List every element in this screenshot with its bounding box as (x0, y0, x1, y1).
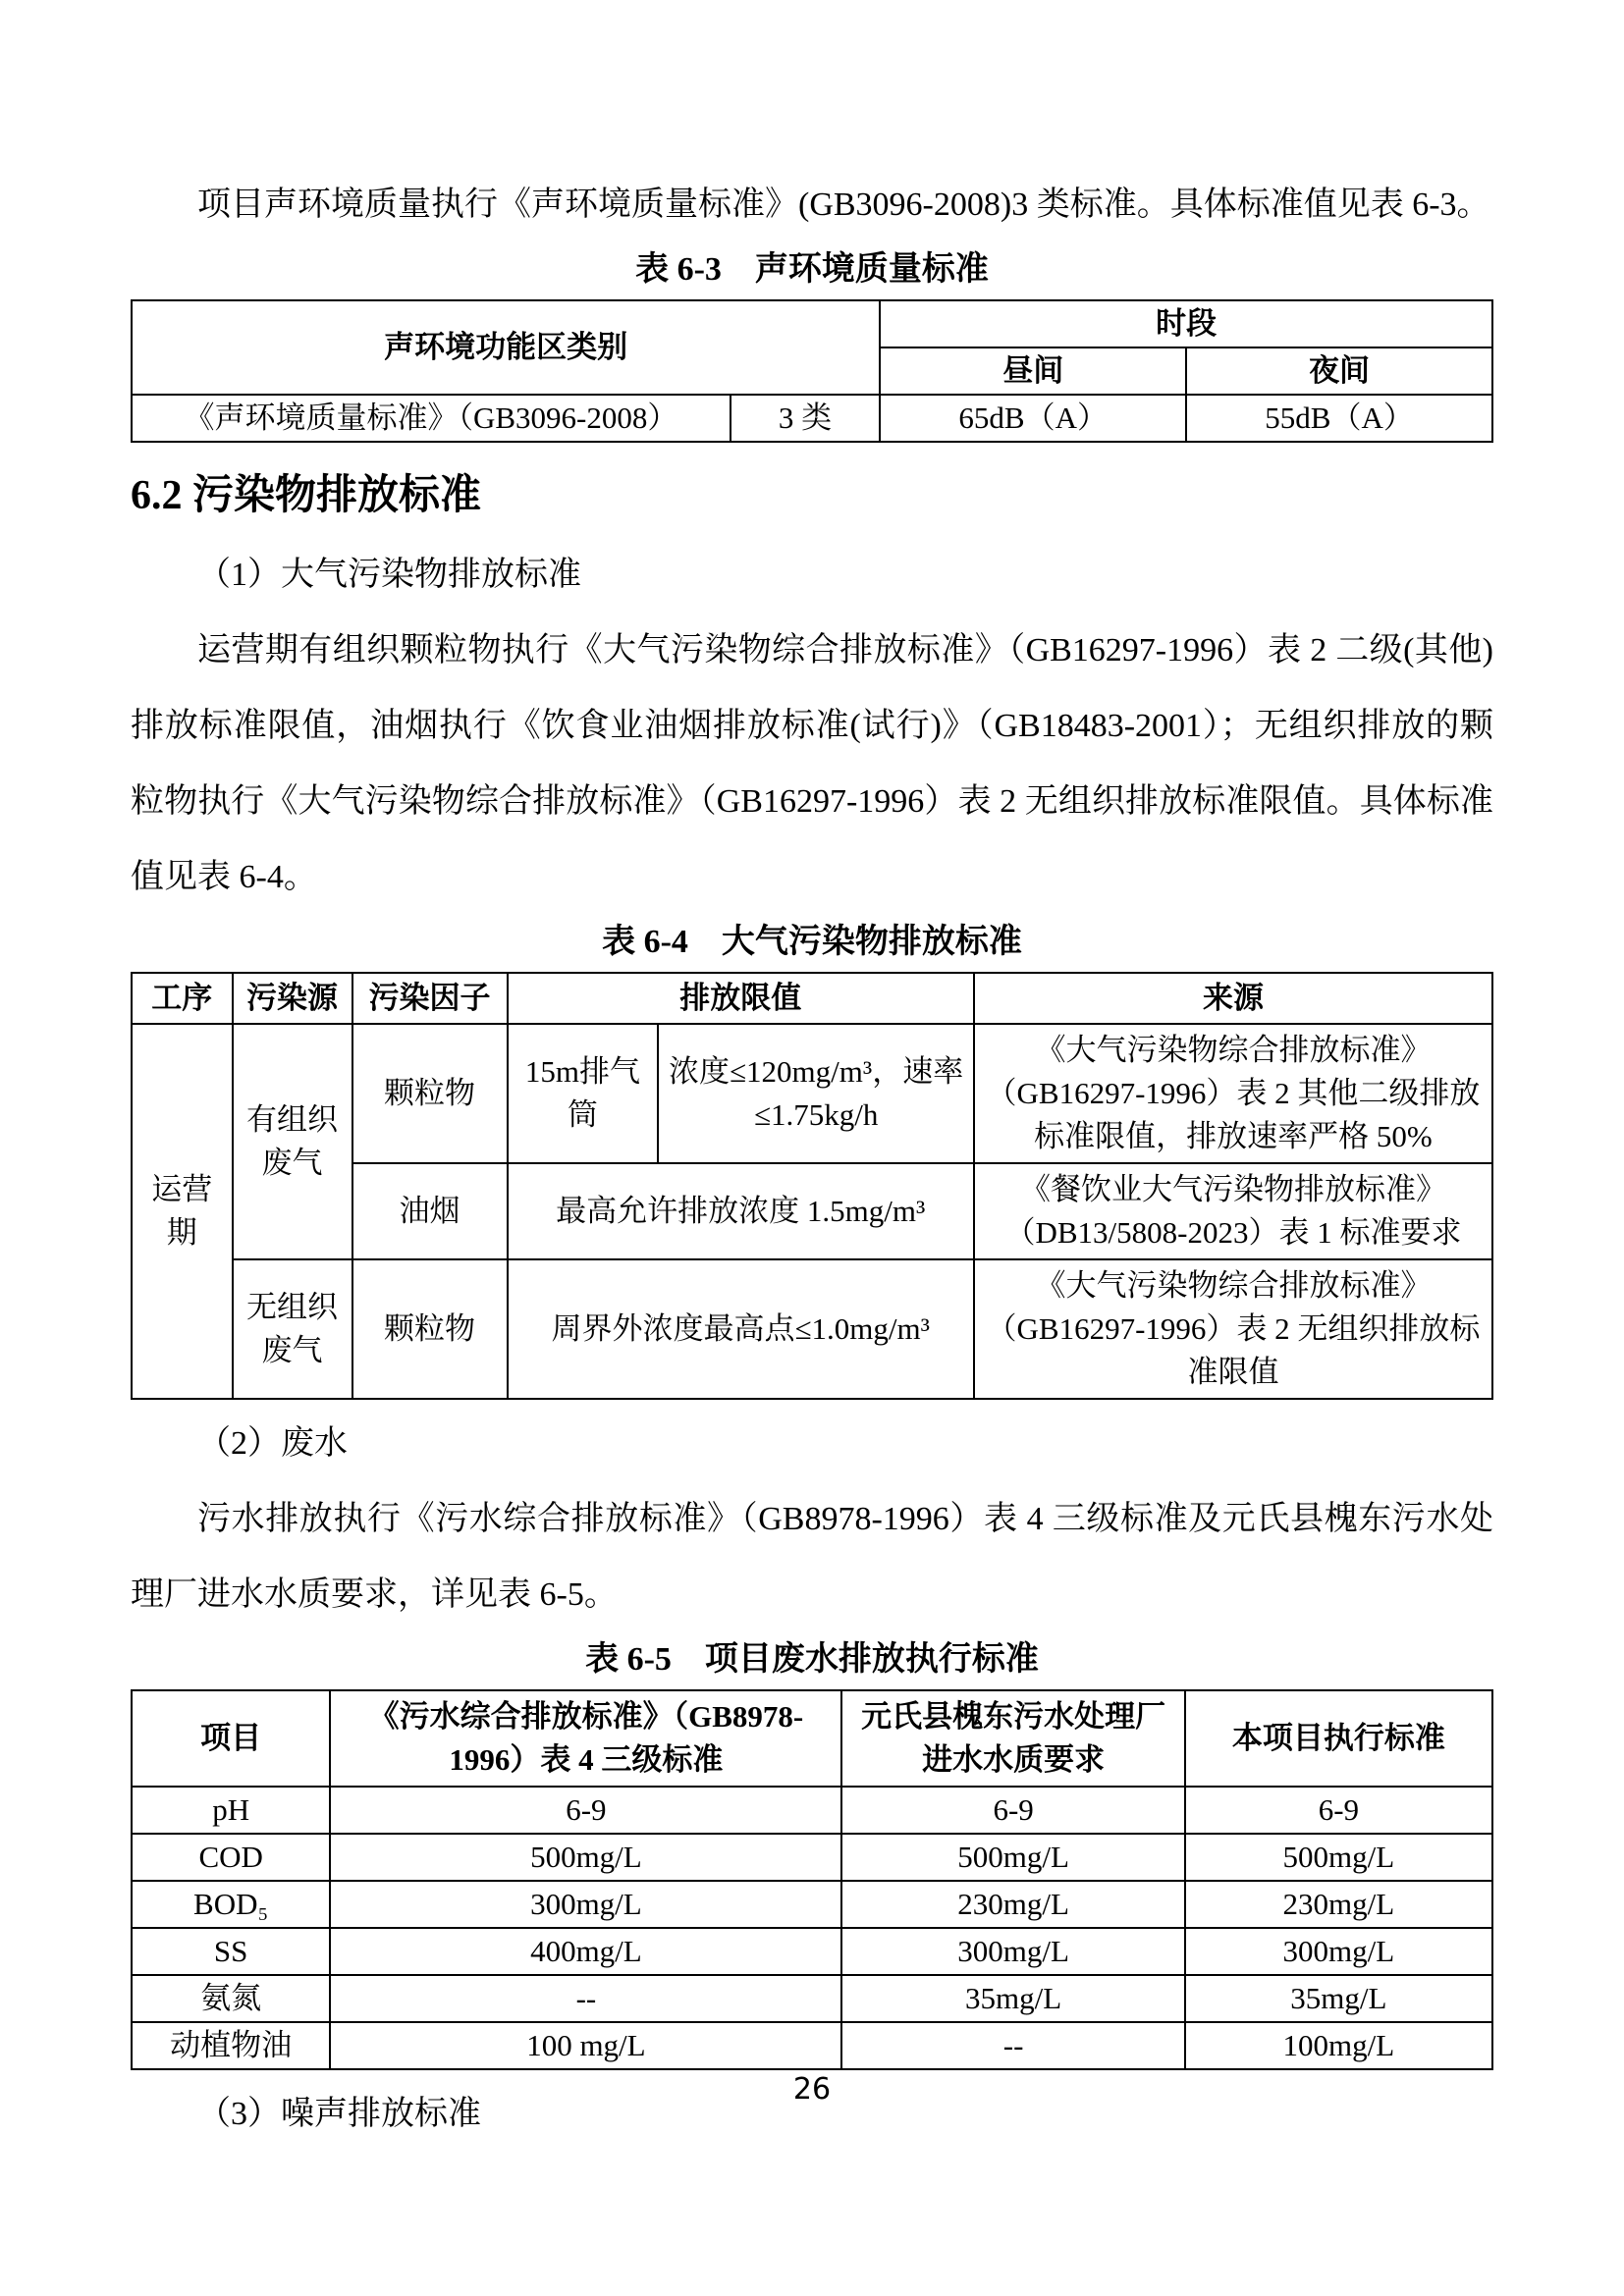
table-6-3-caption: 表 6-3 声环境质量标准 (635, 251, 989, 288)
t65-cell: 动植物油 (132, 2022, 330, 2069)
t65-row-oil (132, 2022, 1492, 2069)
t63-header-category: 声环境功能区类别 (132, 300, 880, 395)
page-number: 26 (792, 2072, 832, 2107)
t64-row-3 (132, 1259, 1492, 1399)
t65-cell: 500mg/L (1185, 1834, 1492, 1881)
t64-cell-factor-2: 油烟 (352, 1163, 508, 1259)
item-noise-standard: （3）噪声排放标准 (197, 2096, 481, 2133)
t65-cell: 500mg/L (330, 1834, 841, 1881)
t65-header-item: 项目 (132, 1690, 330, 1787)
t63-data-row (132, 395, 1492, 442)
t65-cell: 100mg/L (1185, 2022, 1492, 2069)
paragraph-noise-quality: 项目声环境质量执行《声环境质量标准》(GB3096-2008)3 类标准。具体标准值见表 6-3。 (197, 187, 1490, 223)
t64-cell-phase: 运营期 (132, 1024, 233, 1399)
t65-cell: pH (132, 1787, 330, 1834)
t64-cell-origin-3: 《大气污染物综合排放标准》（GB16297-1996）表 2 无组织排放标准限值 (974, 1259, 1492, 1399)
t65-cell: 300mg/L (841, 1928, 1184, 1975)
t65-cell: 35mg/L (1185, 1975, 1492, 2022)
t64-header-row (132, 973, 1492, 1024)
t65-cell: COD (132, 1834, 330, 1881)
t63-cell-standard: 《声环境质量标准》（GB3096-2008） (132, 395, 731, 442)
t65-row-cod (132, 1834, 1492, 1881)
t65-cell: 35mg/L (841, 1975, 1184, 2022)
t64-row-1 (132, 1024, 1492, 1163)
t65-row-ss (132, 1928, 1492, 1975)
t65-cell: 氨氮 (132, 1975, 330, 2022)
t65-cell: 6-9 (1185, 1787, 1492, 1834)
t63-header-row-1 (132, 300, 1492, 347)
t65-header-row (132, 1690, 1492, 1787)
t64-header-origin: 来源 (974, 973, 1492, 1024)
t65-cell: 230mg/L (1185, 1881, 1492, 1928)
t65-cell: 100 mg/L (330, 2022, 841, 2069)
t65-cell: 6-9 (330, 1787, 841, 1834)
t64-cell-factor-1: 颗粒物 (352, 1024, 508, 1163)
t63-header-night: 夜间 (1186, 347, 1492, 395)
t65-header-wwtp: 元氏县槐东污水处理厂进水水质要求 (841, 1690, 1184, 1787)
t65-cell: 300mg/L (330, 1881, 841, 1928)
t65-cell: BOD₅ (132, 1881, 330, 1928)
t64-header-source: 污染源 (233, 973, 352, 1024)
t65-cell: -- (330, 1975, 841, 2022)
t63-header-day: 昼间 (880, 347, 1186, 395)
table-6-3 (131, 299, 1493, 443)
t64-cell-limit-1: 浓度≤120mg/m³，速率≤1.75kg/h (658, 1024, 974, 1163)
t63-header-period: 时段 (880, 300, 1492, 347)
paragraph-wastewater: 污水排放执行《污水综合排放标准》（GB8978-1996）表 4 三级标准及元氏县槐东污水处理厂进水水质要求，详见表 6-5。 (131, 1501, 1493, 1614)
item-wastewater: （2）废水 (197, 1425, 348, 1463)
t63-cell-class: 3 类 (731, 395, 880, 442)
t65-row-ph (132, 1787, 1492, 1834)
t65-header-project: 本项目执行标准 (1185, 1690, 1492, 1787)
t65-row-nh3n (132, 1975, 1492, 2022)
t65-cell: 230mg/L (841, 1881, 1184, 1928)
t65-cell: 400mg/L (330, 1928, 841, 1975)
table-6-4 (131, 972, 1493, 1400)
t65-cell: SS (132, 1928, 330, 1975)
item-air-standard: （1）大气污染物排放标准 (197, 557, 581, 594)
t64-cell-factor-3: 颗粒物 (352, 1259, 508, 1399)
t64-cell-stack: 15m排气筒 (508, 1024, 659, 1163)
t64-cell-origin-2: 《餐饮业大气污染物排放标准》（DB13/5808-2023）表 1 标准要求 (974, 1163, 1492, 1259)
t63-cell-night: 55dB（A） (1186, 395, 1492, 442)
t64-header-process: 工序 (132, 973, 233, 1024)
t64-cell-limit-2: 最高允许排放浓度 1.5mg/m³ (508, 1163, 974, 1259)
t65-header-gb8978: 《污水综合排放标准》（GB8978-1996）表 4 三级标准 (330, 1690, 841, 1787)
t65-cell: 6-9 (841, 1787, 1184, 1834)
t65-cell: -- (841, 2022, 1184, 2069)
t64-cell-organized: 有组织废气 (233, 1024, 352, 1259)
t63-cell-day: 65dB（A） (880, 395, 1186, 442)
table-6-5-caption: 表 6-5 项目废水排放执行标准 (585, 1641, 1039, 1679)
t64-cell-origin-1: 《大气污染物综合排放标准》（GB16297-1996）表 2 其他二级排放标准限值，排放速率严格 50% (974, 1024, 1492, 1163)
t65-cell: 300mg/L (1185, 1928, 1492, 1975)
paragraph-air-standards: 运营期有组织颗粒物执行《大气污染物综合排放标准》（GB16297-1996）表 2 二级(其他)排放标准限值，油烟执行《饮食业油烟排放标准(试行)》（GB18483-2001）；无组织排放的颗粒物执行《大气污染物综合排放标准》（GB16297-1996）表 2 无组织排放标准限值。具体标准值见表 6-4。 (131, 632, 1493, 896)
section-6-2-heading: 6.2 污染物排放标准 (131, 473, 482, 519)
t65-row-bod (132, 1881, 1492, 1928)
t64-cell-limit-3: 周界外浓度最高点≤1.0mg/m³ (508, 1259, 974, 1399)
table-6-5 (131, 1689, 1493, 2070)
t64-header-factor: 污染因子 (352, 973, 508, 1024)
table-6-4-caption: 表 6-4 大气污染物排放标准 (602, 924, 1022, 961)
t64-header-limit: 排放限值 (508, 973, 974, 1024)
t64-cell-unorganized: 无组织废气 (233, 1259, 352, 1399)
t65-cell: 500mg/L (841, 1834, 1184, 1881)
